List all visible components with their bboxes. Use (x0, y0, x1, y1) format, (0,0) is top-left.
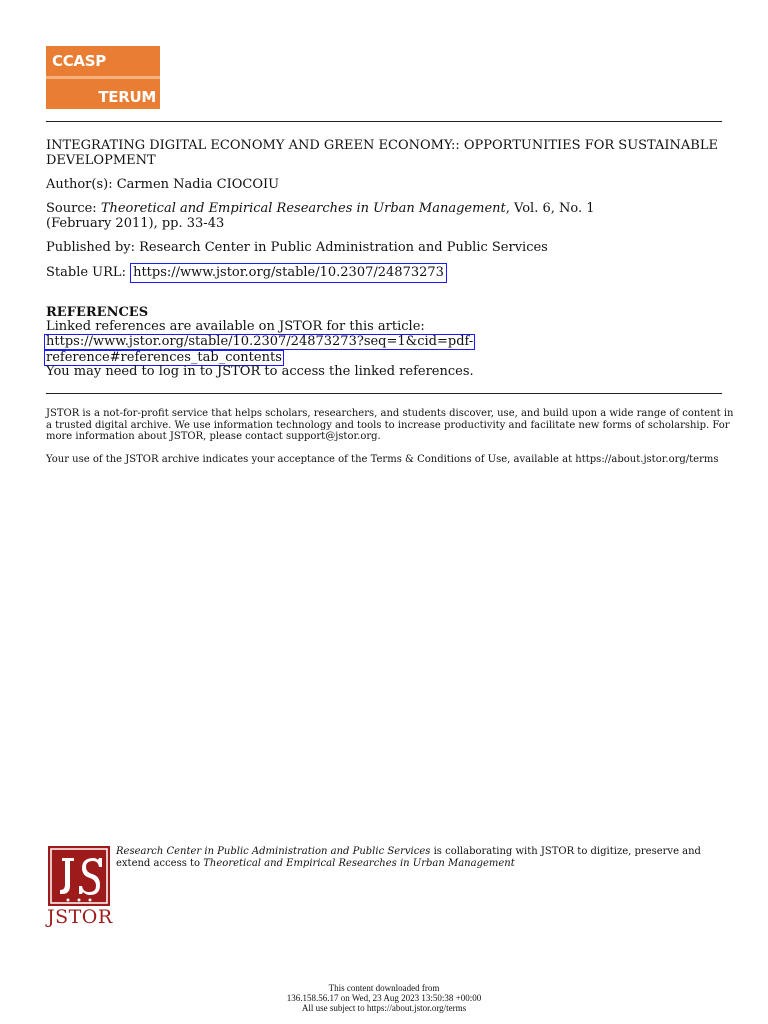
download-footer (184, 983, 584, 1013)
source-details-1: , Vol. 6, No. 1 (505, 201, 595, 216)
source-label: Source: (46, 201, 101, 216)
article-title: INTEGRATING DIGITAL ECONOMY AND GREEN ECONOMY:: OPPORTUNITIES FOR SUSTAINABLE DEVELOPMENT (46, 138, 718, 168)
footer-line-3: All use subject to https://about.jstor.org/terms (301, 1003, 467, 1013)
stable-url-link[interactable]: https://www.jstor.org/stable/10.2307/24873273 (130, 263, 447, 283)
published-label: Published by: (46, 240, 140, 255)
logo-bottom-text: TERUM (98, 88, 156, 106)
publisher-value: Research Center in Public Administration and Public Services (139, 240, 548, 255)
source-details-2: (February 2011), pp. 33-43 (46, 216, 225, 231)
jstor-terms-text: Your use of the JSTOR archive indicates your acceptance of the Terms & Conditions of Use, available at https://about.jstor.org/terms (46, 454, 719, 465)
logo-top-text: CCASP (52, 52, 106, 70)
references-login-note: You may need to log in to JSTOR to access the linked references. (46, 364, 474, 379)
references-heading: REFERENCES (46, 305, 149, 320)
footer-line-2: 136.158.56.17 on Wed, 23 Aug 2023 13:50:38 +00:00 (286, 993, 482, 1003)
references-link[interactable] (44, 334, 475, 366)
middle-divider (46, 393, 722, 394)
collaboration-text-1: is collaborating with JSTOR to digitize, preserve and extend access to (116, 846, 701, 869)
footer-line-1: This content downloaded from (328, 983, 440, 993)
stable-url-label: Stable URL: (46, 265, 131, 280)
authors-line (46, 177, 279, 192)
publisher-logo (46, 46, 160, 109)
publisher-line (46, 240, 548, 255)
logo-band (46, 76, 160, 79)
authors-value: Carmen Nadia CIOCOIU (116, 177, 280, 192)
collaboration-journal: Theoretical and Empirical Researches in Urban Management (203, 857, 515, 869)
jstor-wordmark: JSTOR (47, 906, 113, 928)
stable-url-line (46, 265, 447, 280)
jstor-emblem-icon (48, 846, 110, 906)
source-journal: Theoretical and Empirical Researches in Urban Management (100, 201, 506, 216)
authors-label: Author(s): (46, 177, 117, 192)
references-link-part1[interactable]: https://www.jstor.org/stable/10.2307/24873273?seq=1&cid=pdf- (46, 334, 474, 349)
jstor-about-text: JSTOR is a not-for-profit service that helps scholars, researchers, and students discover, use, and build upon a wide range of content in a trusted digital archive. We use information technology and tools to increase productivity and facilitate new forms of scholarship. For more information about JSTOR, please contact support@jstor.org. (46, 408, 734, 442)
references-intro: Linked references are available on JSTOR for this article: (46, 319, 425, 334)
collaboration-org: Research Center in Public Administration and Public Services (116, 846, 431, 857)
source-line (46, 201, 686, 231)
top-divider (46, 121, 722, 122)
collaboration-text (116, 846, 726, 869)
references-link-part2[interactable]: reference#references_tab_contents (46, 350, 282, 365)
